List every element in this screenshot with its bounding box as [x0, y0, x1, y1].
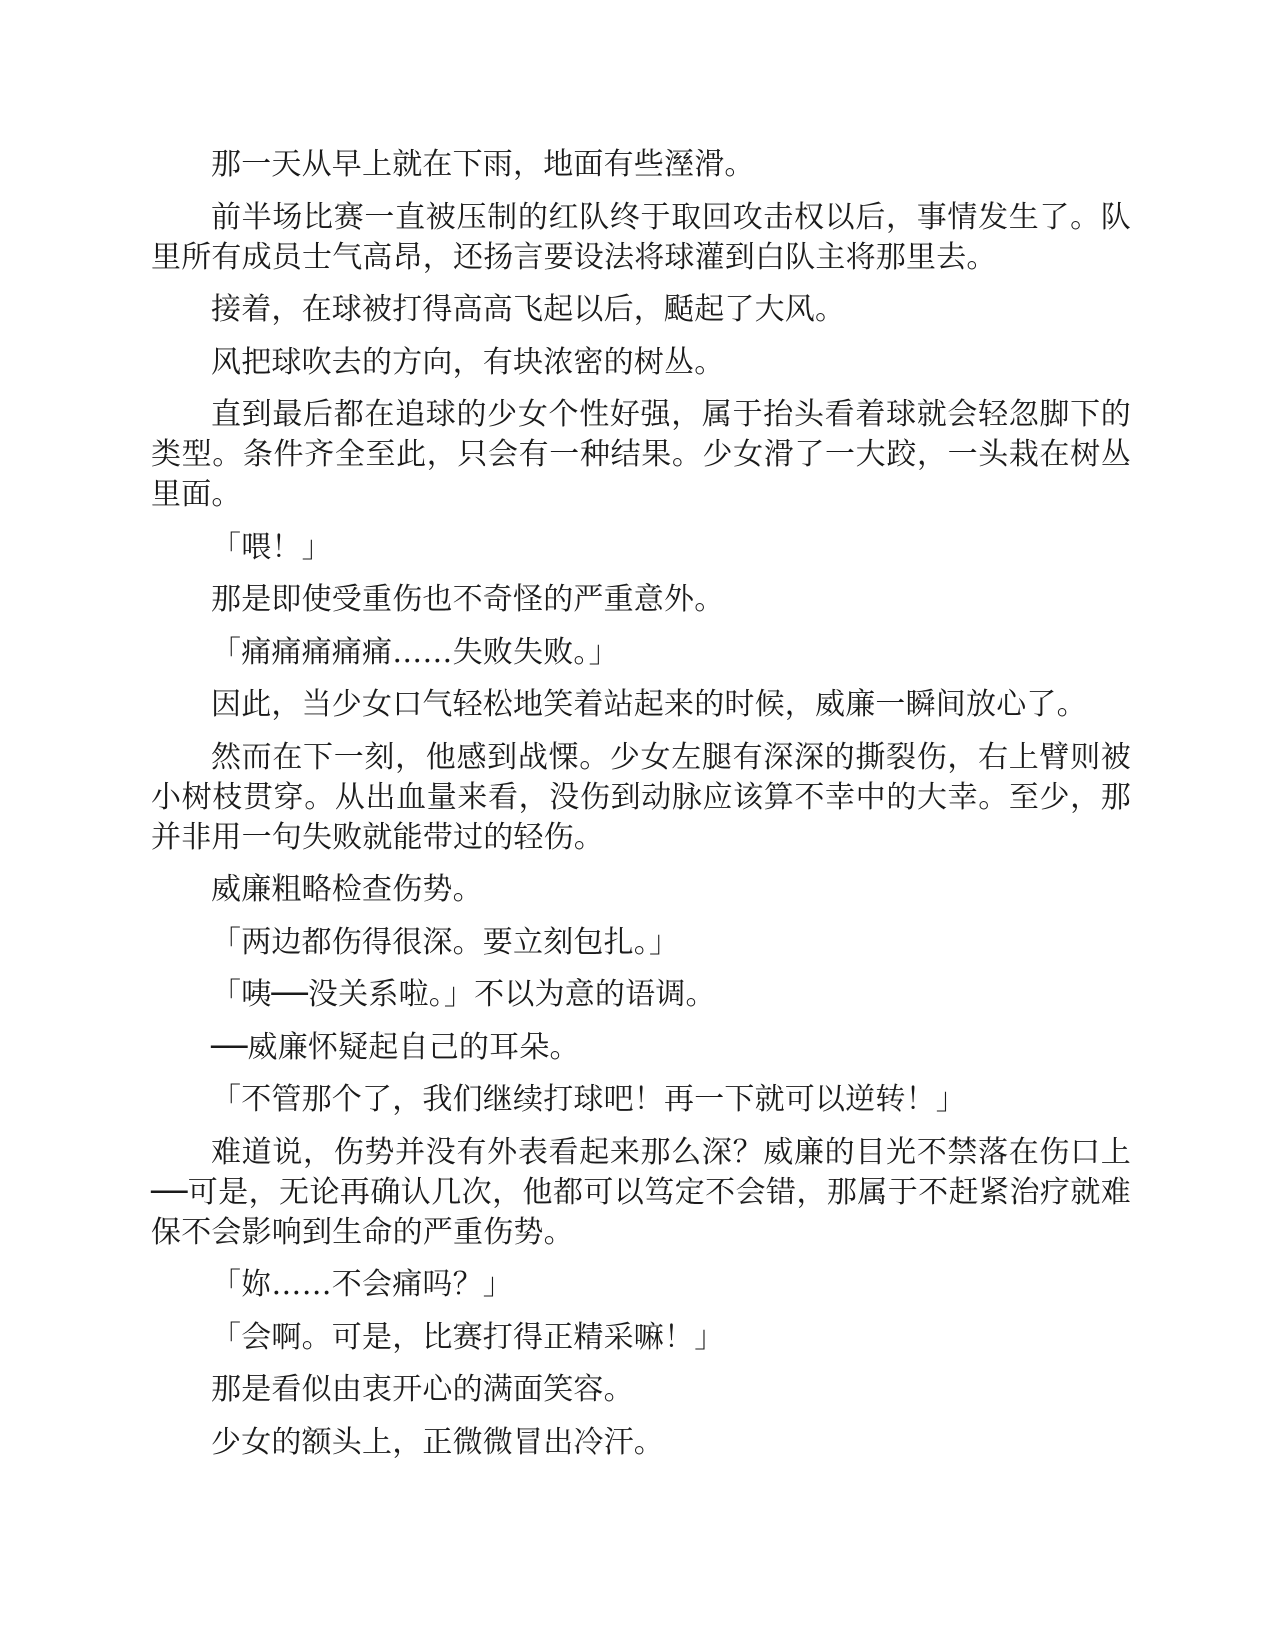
paragraph: 风把球吹去的方向，有块浓密的树丛。 [211, 344, 725, 380]
paragraph: 那一天从早上就在下雨，地面有些溼滑。 [211, 147, 755, 182]
paragraph: 那是看似由衷开心的满面笑容。 [211, 1372, 634, 1407]
paragraph: 「两边都伤得很深。要立刻包扎。」 [211, 924, 680, 960]
paragraph: 接着，在球被打得高高飞起以后，颳起了大风。 [211, 292, 846, 327]
body-text [151, 145, 1131, 1475]
paragraph: 「不管那个了，我们继续打球吧！再一下就可以逆转！」 [211, 1082, 966, 1117]
paragraph: 那是即使受重伤也不奇怪的严重意外。 [211, 582, 725, 617]
paragraph: 「咦──没关系啦。」不以为意的语调。 [211, 977, 716, 1012]
paragraph: 因此，当少女口气轻松地笑着站起来的时候，威廉一瞬间放心了。 [211, 687, 1087, 722]
paragraph: 难道说，伤势并没有外表看起来那么深？威廉的目光不禁落在伤口上──可是，无论再确认几次，他都可以笃定不会错，那属于不赶紧治疗就难保不会影响到生命的严重伤势。 [151, 1134, 1131, 1250]
paragraph: 「妳……不会痛吗？」 [211, 1267, 513, 1302]
paragraph: 「痛痛痛痛痛……失败失败。」 [211, 634, 619, 670]
paragraph: 然而在下一刻，他感到战慄。少女左腿有深深的撕裂伤，右上臂则被小树枝贯穿。从出血量来看，没伤到动脉应该算不幸中的大幸。至少，那并非用一句失败就能带过的轻伤。 [151, 739, 1131, 855]
paragraph: 直到最后都在追球的少女个性好强，属于抬头看着球就会轻忽脚下的类型。条件齐全至此，只会有一种结果。少女滑了一大跤，一头栽在树丛里面。 [151, 397, 1131, 512]
paragraph: 「会啊。可是，比赛打得正精采嘛！」 [211, 1319, 725, 1355]
paragraph: 前半场比赛一直被压制的红队终于取回攻击权以后，事情发生了。队里所有成员士气高昂，还扬言要设法将球灌到白队主将那里去。 [151, 199, 1131, 275]
paragraph: 威廉粗略检查伤势。 [211, 872, 483, 907]
paragraph: 少女的额头上，正微微冒出冷汗。 [211, 1424, 664, 1460]
paragraph: 「喂！」 [211, 529, 332, 565]
paragraph: ──威廉怀疑起自己的耳朵。 [211, 1029, 580, 1065]
